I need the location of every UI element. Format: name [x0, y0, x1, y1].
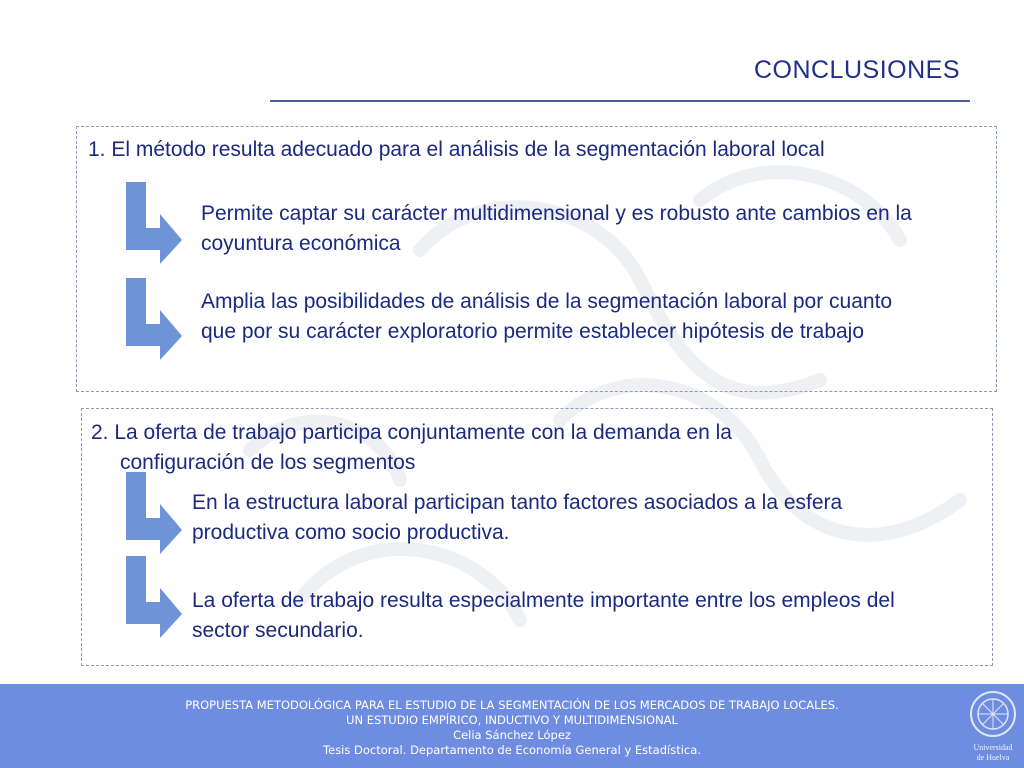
conclusion-1-point-1: Permite captar su carácter multidimensional y es robusto ante cambios en la coyuntura económica — [201, 202, 912, 255]
university-seal-logo — [964, 688, 1022, 766]
conclusion-1-heading: 1. El método resulta adecuado para el análisis de la segmentación laboral local — [88, 138, 825, 161]
footer-line-4: Tesis Doctoral. Departamento de Economía General y Estadística. — [323, 743, 701, 757]
conclusion-2-point-2: La oferta de trabajo resulta especialmente importante entre los empleos del sector secundario. — [192, 589, 895, 642]
svg-text:Universidad: Universidad — [973, 743, 1013, 752]
footer-text — [0, 698, 1024, 758]
conclusion-box-1 — [76, 126, 997, 392]
conclusion-2-heading-line-2: configuración de los segmentos — [120, 451, 416, 474]
slide-title: CONCLUSIONES — [753, 56, 960, 84]
svg-text:de Huelva: de Huelva — [976, 753, 1010, 762]
arrow-bullet-icon — [124, 472, 184, 554]
conclusion-2-point-1: En la estructura laboral participan tanto factores asociados a la esfera productiva como socio productiva. — [192, 491, 843, 544]
title-underline — [270, 100, 970, 102]
conclusion-1-point-2: Amplia las posibilidades de análisis de la segmentación laboral por cuanto que por su carácter exploratorio permite establecer hipótesis de trabajo — [201, 290, 893, 343]
footer-line-1: PROPUESTA METODOLÓGICA PARA EL ESTUDIO DE LA SEGMENTACIÓN DE LOS MERCADOS DE TRABAJO LOCALES. — [185, 698, 839, 712]
footer-line-2: UN ESTUDIO EMPÍRICO, INDUCTIVO Y MULTIDIMENSIONAL — [346, 713, 678, 727]
conclusion-2-heading-line-1: 2. La oferta de trabajo participa conjuntamente con la demanda en la — [91, 421, 732, 444]
footer-line-3: Celia Sánchez López — [453, 728, 571, 742]
arrow-bullet-icon — [124, 556, 184, 638]
arrow-bullet-icon — [124, 278, 184, 360]
footer-bar — [0, 684, 1024, 768]
arrow-bullet-icon — [124, 182, 184, 264]
